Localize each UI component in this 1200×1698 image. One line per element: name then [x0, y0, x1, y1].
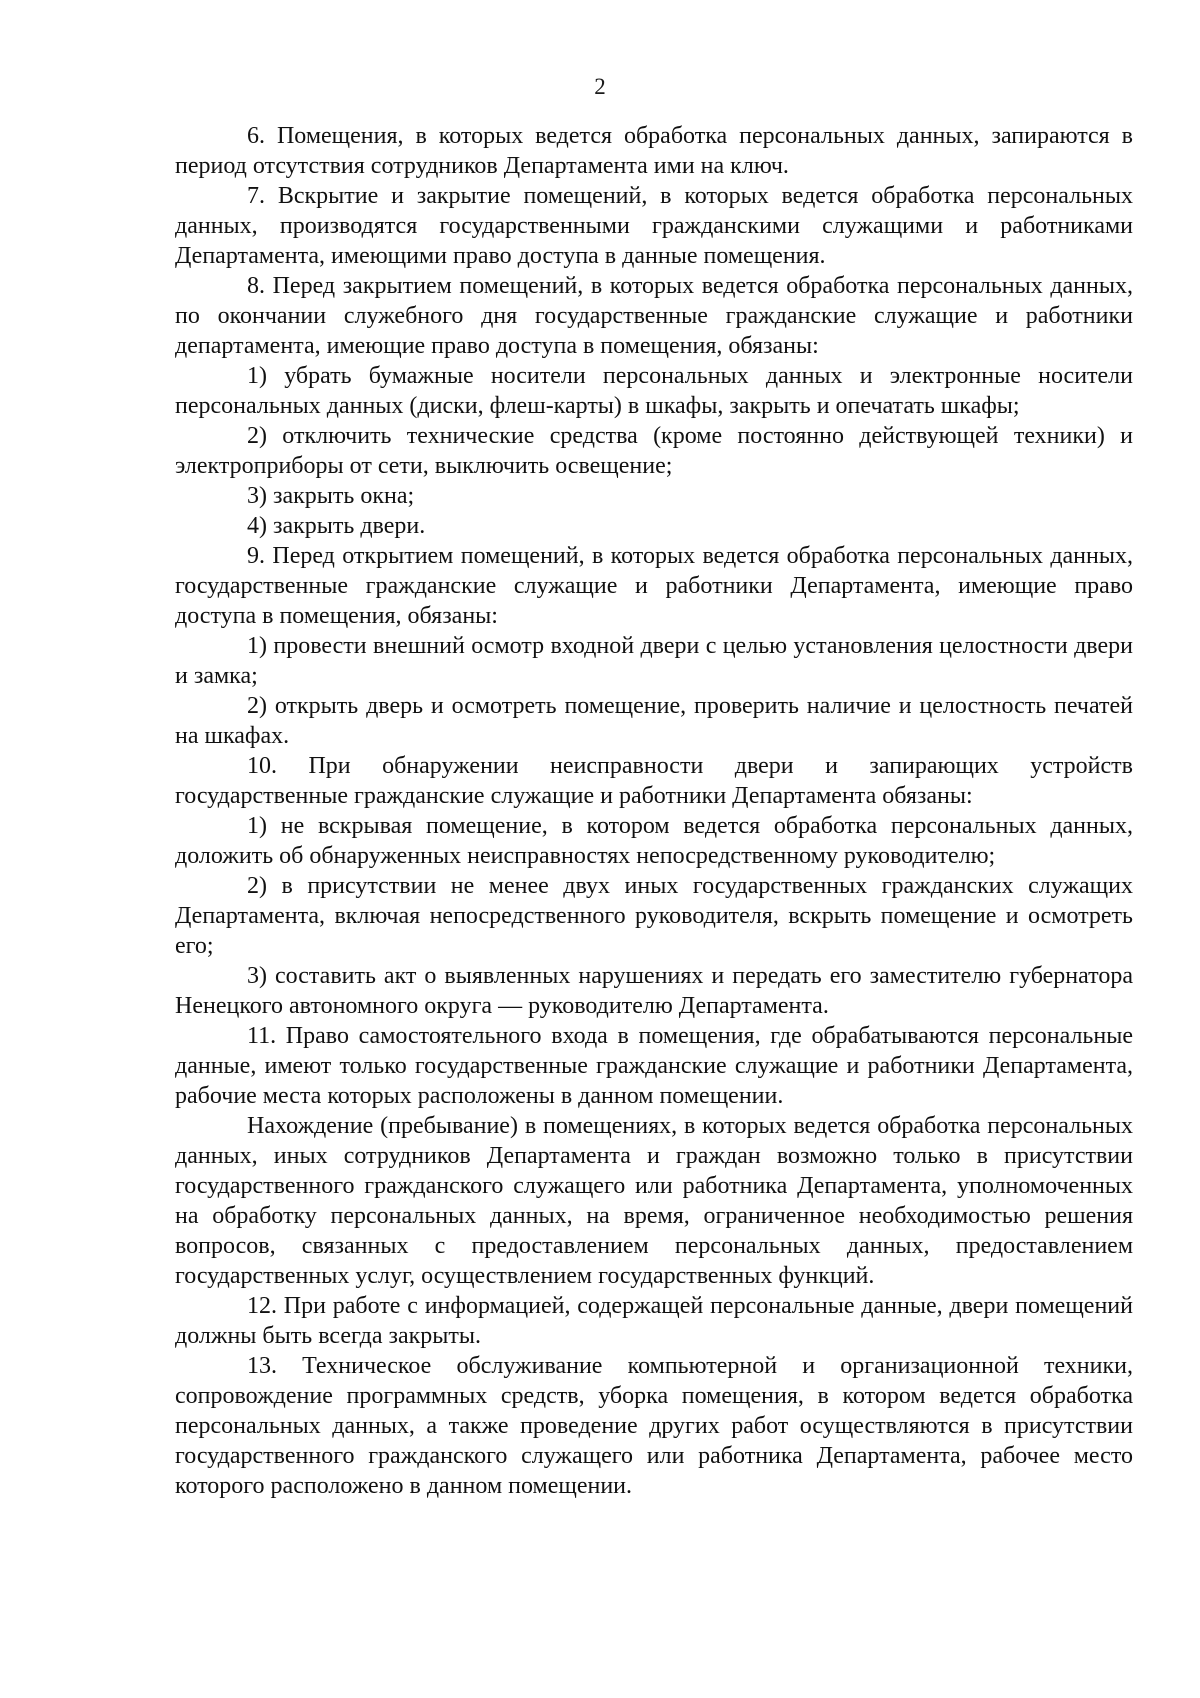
paragraph-8-item-2: 2) отключить технические средства (кроме постоянно действующей техники) и электроприборы от сети, выключить освещение;	[175, 423, 1133, 479]
paragraph-7: 7. Вскрытие и закрытие помещений, в которых ведется обработка персональных данных, производятся государственными гражданскими служащими и работниками Департамента, имеющими право доступа в данные помещения.	[175, 183, 1133, 269]
paragraph-11-continuation: Нахождение (пребывание) в помещениях, в которых ведется обработка персональных данных, иных сотрудников Департамента и граждан возможно только в присутствии государственного гражданского служащего или работника Департамента, уполномоченных на обработку персональных данных, на время, ограниченное необходимостью решения вопросов, связанных с предоставлением персональных данных, предоставлением государственных услуг, осуществлением государственных функций.	[175, 1113, 1133, 1289]
paragraph-8-item-3: 3) закрыть окна;	[247, 483, 415, 509]
paragraph-10-item-2: 2) в присутствии не менее двух иных государственных гражданских служащих Департамента, включая непосредственного руководителя, вскрыть помещение и осмотреть его;	[175, 873, 1133, 959]
paragraph-9: 9. Перед открытием помещений, в которых ведется обработка персональных данных, государственные гражданские служащие и работники Департамента, имеющие право доступа в помещения, обязаны:	[175, 543, 1133, 629]
paragraph-6: 6. Помещения, в которых ведется обработка персональных данных, запираются в период отсутствия сотрудников Департамента ими на ключ.	[175, 123, 1133, 179]
paragraph-10-item-1: 1) не вскрывая помещение, в котором ведется обработка персональных данных, доложить об обнаруженных неисправностях непосредственному руководителю;	[175, 813, 1133, 869]
paragraph-10-item-3: 3) составить акт о выявленных нарушениях и передать его заместителю губернатора Ненецкого автономного округа — руководителю Департамента.	[175, 963, 1133, 1019]
paragraph-10: 10. При обнаружении неисправности двери и запирающих устройств государственные гражданские служащие и работники Департамента обязаны:	[175, 753, 1133, 809]
paragraph-8: 8. Перед закрытием помещений, в которых ведется обработка персональных данных, по окончании служебного дня государственные гражданские служащие и работники департамента, имеющие право доступа в помещения, обязаны:	[175, 273, 1133, 359]
paragraph-8-item-4: 4) закрыть двери.	[247, 513, 426, 539]
paragraph-13: 13. Техническое обслуживание компьютерной и организационной техники, сопровождение программных средств, уборка помещения, в котором ведется обработка персональных данных, а также проведение других работ осуществляются в присутствии государственного гражданского служащего или работника Департамента, рабочее место которого расположено в данном помещении.	[175, 1353, 1133, 1499]
paragraph-11: 11. Право самостоятельного входа в помещения, где обрабатываются персональные данные, имеют только государственные гражданские служащие и работники Департамента, рабочие места которых расположены в данном помещении.	[175, 1023, 1133, 1109]
paragraph-12: 12. При работе с информацией, содержащей персональные данные, двери помещений должны быть всегда закрыты.	[175, 1293, 1133, 1349]
paragraph-9-item-1: 1) провести внешний осмотр входной двери с целью установления целостности двери и замка;	[175, 633, 1133, 689]
paragraph-9-item-2: 2) открыть дверь и осмотреть помещение, проверить наличие и целостность печатей на шкафах.	[175, 693, 1133, 749]
document-body	[175, 121, 1133, 1501]
paragraph-8-item-1: 1) убрать бумажные носители персональных данных и электронные носители персональных данных (диски, флеш-карты) в шкафы, закрыть и опечатать шкафы;	[175, 363, 1133, 419]
page-number: 2	[594, 74, 606, 99]
